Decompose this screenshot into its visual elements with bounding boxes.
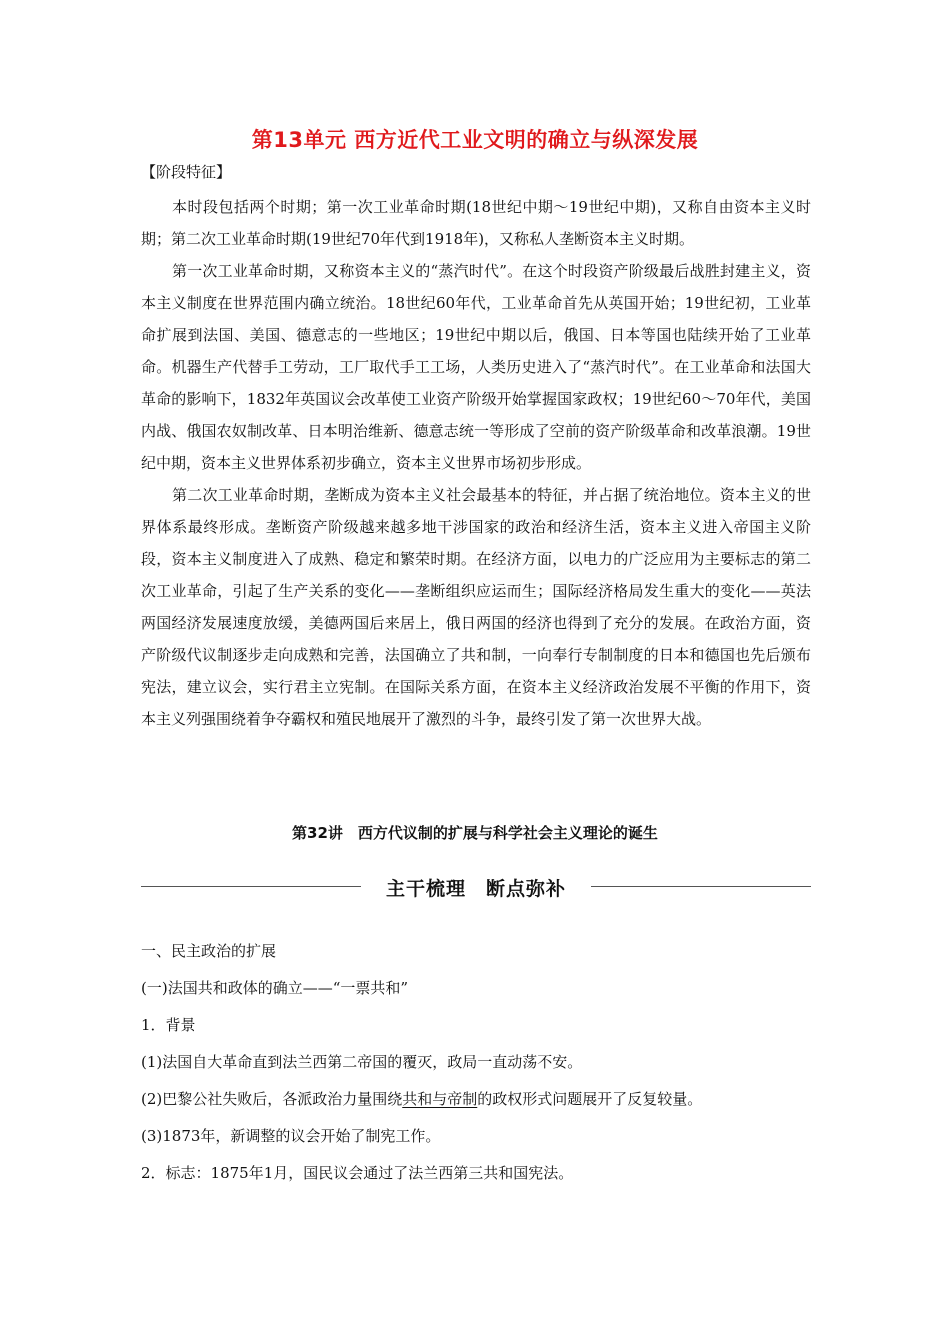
outline-item-background: 1．背景 [141,1016,196,1034]
outline-heading-1: 一、民主政治的扩展 [141,942,277,960]
outline-sub-item [141,1084,811,1115]
paragraph: 本时段包括两个时期；第一次工业革命时期(18世纪中期～19世纪中期)，又称自由资本主义时期；第二次工业革命时期(19世纪70年代到1918年)，又称私人垄断资本主义时期。 [141,198,811,248]
section-tag: 【阶段特征】 [141,163,232,181]
outline-sub-item: (1)法国自大革命直到法兰西第二帝国的覆灭，政局一直动荡不安。 [141,1053,583,1071]
outline-sub-item: (3)1873年，新调整的议会开始了制宪工作。 [141,1127,441,1145]
stage-features-text [141,191,811,735]
outline-heading-2: (一)法国共和政体的确立——“一票共和” [141,979,409,997]
section-divider [141,872,811,902]
outline [141,936,811,1195]
paragraph: 第二次工业革命时期，垄断成为资本主义社会最基本的特征，并占据了统治地位。资本主义的世界体系最终形成。垄断资产阶级越来越多地干涉国家的政治和经济生活，资本主义进入帝国主义阶段，资本主义制度进入了成熟、稳定和繁荣时期。在经济方面，以电力的广泛应用为主要标志的第二次工业革命，引起了生产关系的变化——垄断组织应运而生；国际经济格局发生重大的变化——英法两国经济发展速度放缓，美德两国后来居上，俄日两国的经济也得到了充分的发展。在政治方面，资产阶级代议制逐步走向成熟和完善，法国确立了共和制，一向奉行专制制度的日本和德国也先后颁布宪法，建立议会，实行君主立宪制。在国际关系方面，在资本主义经济政治发展不平衡的作用下，资本主义列强围绕着争夺霸权和殖民地展开了激烈的斗争，最终引发了第一次世界大战。 [141,486,811,728]
sub-item-text: (2)巴黎公社失败后，各派政治力量围绕 [141,1090,403,1108]
sub-item-text: 的政权形式问题展开了反复较量。 [477,1090,703,1108]
paragraph: 第一次工业革命时期，又称资本主义的“蒸汽时代”。在这个时段资产阶级最后战胜封建主义，资本主义制度在世界范围内确立统治。18世纪60年代，工业革命首先从英国开始；19世纪初，工业革命扩展到法国、美国、德意志的一些地区；19世纪中期以后，俄国、日本等国也陆续开始了工业革命。机器生产代替手工劳动，工厂取代手工工场，人类历史进入了“蒸汽时代”。在工业革命和法国大革命的影响下，1832年英国议会改革使工业资产阶级开始掌握国家政权；19世纪60～70年代，美国内战、俄国农奴制改革、日本明治维新、德意志统一等形成了空前的资产阶级革命和改革浪潮。19世纪中期，资本主义世界体系初步确立，资本主义世界市场初步形成。 [141,262,811,472]
outline-item-sign: 2．标志：1875年1月，国民议会通过了法兰西第三共和国宪法。 [141,1164,574,1182]
lecture-title: 第32讲 西方代议制的扩展与科学社会主义理论的诞生 [292,824,658,842]
divider-label: 主干梳理 断点弥补 [385,878,566,900]
unit-title: 第13单元 西方近代工业文明的确立与纵深发展 [251,128,699,152]
divider-rule-right [591,886,811,887]
underlined-key-term: 共和与帝制 [402,1090,478,1108]
